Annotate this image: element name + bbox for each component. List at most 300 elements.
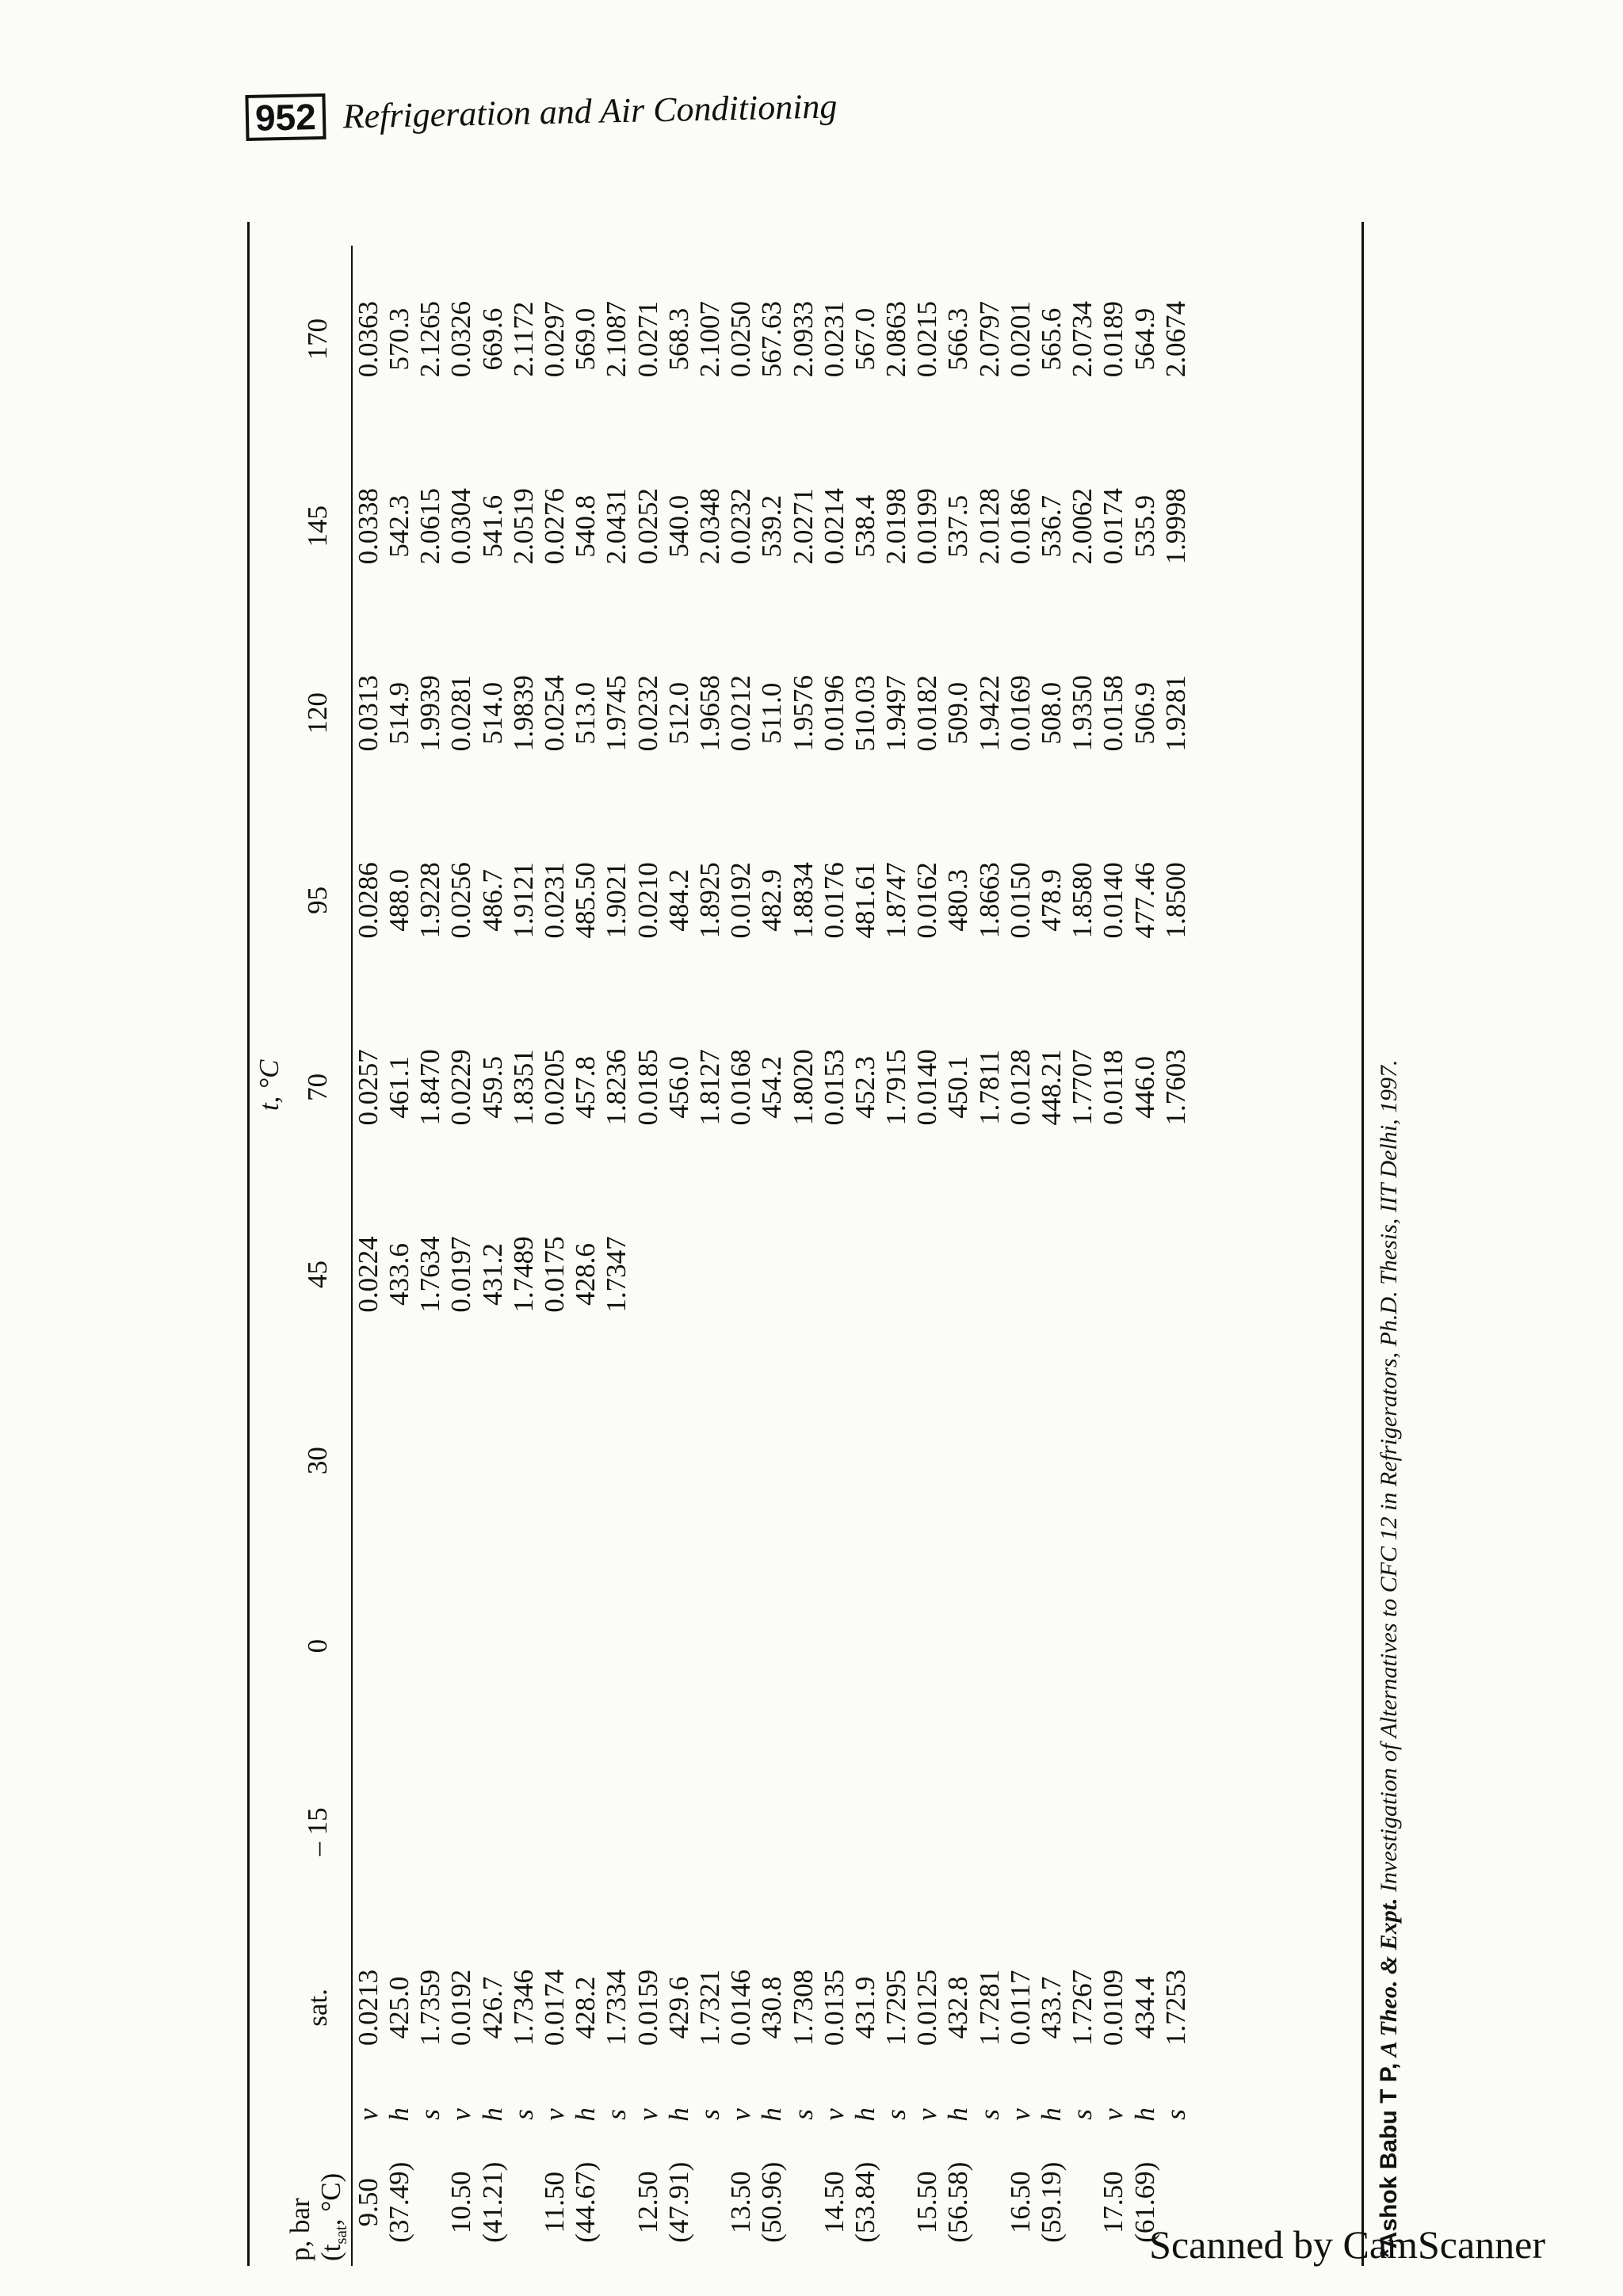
value-cell — [445, 1368, 476, 1554]
value-cell: 568.3 — [663, 307, 694, 371]
value-cell: 509.0 — [942, 681, 974, 745]
table-row — [445, 246, 476, 2266]
property-symbol: v — [911, 2108, 943, 2121]
saturation-value-cell: 0.0213 — [352, 1969, 384, 2046]
value-cell — [570, 1554, 601, 1739]
value-cell: 0.0176 — [818, 862, 850, 939]
value-cell: 0.0182 — [911, 675, 943, 752]
value-cell: 477.46 — [1128, 862, 1160, 939]
saturation-value-cell: 1.7308 — [787, 1969, 819, 2046]
pressure-cell: 16.50 — [1004, 2171, 1036, 2234]
value-cell: 0.0153 — [818, 1049, 850, 1126]
value-cell — [974, 1738, 1005, 1924]
table-row — [539, 246, 570, 2266]
value-cell — [1160, 1180, 1191, 1367]
value-cell: 482.9 — [756, 868, 788, 932]
value-cell: 2.1265 — [414, 300, 446, 378]
value-cell: 2.1007 — [693, 300, 725, 378]
value-cell: 0.0175 — [539, 1236, 571, 1313]
temperature-header: t, °C — [254, 1059, 285, 1112]
column-header: – 15 — [285, 1738, 352, 1924]
empty-cell — [788, 2138, 819, 2266]
value-cell — [1036, 1554, 1067, 1739]
saturation-value-cell: 0.0117 — [1004, 1970, 1036, 2046]
value-cell: 457.8 — [570, 1056, 601, 1119]
value-cell — [756, 1368, 787, 1554]
value-cell: 0.0252 — [632, 488, 663, 565]
value-cell: 1.8500 — [1159, 862, 1191, 939]
value-cell: 0.0140 — [1098, 862, 1129, 939]
table-row — [352, 246, 384, 2266]
value-cell — [819, 1738, 850, 1924]
value-cell: 0.0192 — [725, 862, 757, 939]
value-cell — [880, 1554, 911, 1739]
value-cell: 0.0118 — [1098, 1049, 1129, 1125]
value-cell — [942, 1368, 973, 1554]
value-cell: 0.0224 — [352, 1236, 384, 1313]
tsat-cell: (56.58) — [942, 2161, 974, 2243]
value-cell — [1129, 1738, 1160, 1924]
value-cell: 0.0286 — [352, 862, 384, 939]
column-header: 0 — [285, 1554, 352, 1739]
pressure-cell: 17.50 — [1098, 2171, 1129, 2234]
value-cell: 0.0185 — [632, 1049, 663, 1126]
value-cell — [911, 1368, 942, 1554]
empty-cell — [508, 2138, 539, 2266]
value-cell — [632, 1180, 663, 1367]
value-cell: 0.0205 — [539, 1049, 571, 1126]
value-cell: 0.0232 — [725, 488, 757, 565]
saturation-value-cell: 429.6 — [663, 1976, 694, 2039]
value-cell: 564.9 — [1128, 307, 1160, 371]
table-row — [788, 246, 819, 2266]
value-cell: 514.0 — [476, 681, 508, 745]
saturation-value-cell: 434.4 — [1128, 1976, 1160, 2039]
pressure-cell: 10.50 — [445, 2171, 477, 2234]
column-header: 95 — [285, 807, 352, 994]
value-cell: 565.6 — [1036, 307, 1067, 371]
value-cell: 452.3 — [849, 1056, 880, 1119]
value-cell: 2.0062 — [1067, 488, 1098, 565]
value-cell — [414, 1554, 445, 1739]
value-cell — [1036, 1368, 1067, 1554]
tsat-cell: (41.21) — [476, 2161, 508, 2243]
value-cell: 1.7603 — [1159, 1049, 1191, 1126]
property-symbol: s — [507, 2109, 539, 2120]
property-symbol: s — [1159, 2109, 1191, 2120]
value-cell: 0.0201 — [1004, 300, 1036, 378]
value-cell: 1.7634 — [414, 1236, 446, 1313]
empty-cell — [694, 2138, 725, 2266]
value-cell: 511.0 — [756, 682, 788, 745]
value-cell — [1160, 1738, 1191, 1924]
pressure-header-label: p, bar — [285, 2198, 316, 2261]
value-cell — [663, 1554, 694, 1739]
property-symbol: v — [818, 2108, 850, 2121]
value-cell — [539, 1554, 570, 1739]
value-cell: 0.0326 — [445, 300, 477, 378]
value-cell — [539, 1738, 570, 1924]
value-cell: 0.0169 — [1004, 675, 1036, 752]
value-cell — [1005, 1554, 1036, 1739]
value-cell: 0.0297 — [539, 300, 571, 378]
property-symbol: s — [880, 2109, 912, 2120]
table-row — [725, 246, 756, 2266]
value-cell: 450.1 — [942, 1056, 974, 1119]
property-symbol: h — [1128, 2107, 1160, 2122]
value-cell — [1098, 1738, 1128, 1924]
value-cell — [414, 1368, 445, 1554]
value-cell — [880, 1180, 911, 1367]
value-cell: 1.7489 — [507, 1236, 539, 1313]
header-spacer — [254, 1925, 285, 2267]
property-symbol: s — [601, 2109, 632, 2120]
value-cell — [694, 1180, 725, 1367]
value-cell: 0.0215 — [911, 300, 943, 378]
value-cell: 1.9281 — [1159, 675, 1191, 752]
value-cell: 1.7707 — [1067, 1049, 1098, 1126]
table-row — [632, 246, 663, 2266]
table-row — [1036, 246, 1067, 2266]
table-row — [663, 246, 694, 2266]
property-symbol: v — [725, 2108, 757, 2121]
value-cell: 1.8747 — [880, 862, 912, 939]
property-symbol: v — [632, 2108, 663, 2121]
value-cell: 567.0 — [849, 307, 880, 371]
value-cell — [445, 1738, 476, 1924]
pressure-cell: 13.50 — [725, 2171, 757, 2234]
value-cell: 431.2 — [476, 1243, 508, 1306]
table-body — [352, 246, 1191, 2266]
property-symbol: s — [414, 2109, 446, 2120]
table-row — [601, 246, 632, 2266]
saturation-value-cell: 0.0125 — [911, 1969, 943, 2046]
value-cell: 428.6 — [570, 1243, 601, 1306]
column-header: sat. — [285, 1925, 352, 2091]
saturation-value-cell: 1.7321 — [693, 1969, 725, 2046]
value-cell: 2.1087 — [601, 300, 632, 378]
value-cell: 1.7915 — [880, 1049, 912, 1126]
value-cell — [725, 1738, 756, 1924]
saturation-value-cell: 0.0159 — [632, 1969, 663, 2046]
property-symbol: h — [384, 2107, 415, 2122]
value-cell: 0.0256 — [445, 862, 477, 939]
value-cell — [694, 1554, 725, 1739]
value-cell: 0.0128 — [1004, 1049, 1036, 1126]
book-title: Refrigeration and Air Conditioning — [342, 86, 838, 135]
value-cell: 1.9939 — [414, 675, 446, 752]
value-cell: 0.0162 — [911, 862, 943, 939]
value-cell — [663, 1368, 694, 1554]
value-cell: 0.0250 — [725, 300, 757, 378]
table-row — [414, 246, 445, 2266]
value-cell — [850, 1180, 880, 1367]
column-header: 120 — [285, 620, 352, 807]
saturation-value-cell: 1.7267 — [1067, 1969, 1098, 2046]
property-symbol: s — [787, 2109, 819, 2120]
value-cell — [942, 1738, 973, 1924]
value-cell — [942, 1180, 973, 1367]
tsat-cell: (61.69) — [1128, 2161, 1160, 2243]
column-header: 170 — [285, 246, 352, 433]
value-cell: 1.9021 — [601, 862, 632, 939]
value-cell — [1005, 1368, 1036, 1554]
value-cell: 0.0212 — [725, 675, 757, 752]
table-row — [756, 246, 787, 2266]
saturation-value-cell: 1.7334 — [601, 1969, 632, 2046]
value-cell — [880, 1738, 911, 1924]
property-symbol: h — [570, 2107, 601, 2122]
value-cell: 1.9350 — [1067, 675, 1098, 752]
value-cell: 0.0304 — [445, 488, 477, 565]
value-cell — [477, 1738, 508, 1924]
value-cell: 0.0197 — [445, 1236, 477, 1313]
value-cell: 485.50 — [570, 862, 601, 939]
table-row — [694, 246, 725, 2266]
page-header — [245, 82, 838, 141]
value-cell: 1.9497 — [880, 675, 912, 752]
rotated-table-block — [238, 246, 1474, 2266]
value-cell: 488.0 — [384, 868, 415, 932]
value-cell: 2.0615 — [414, 488, 446, 565]
value-cell — [352, 1738, 384, 1924]
table-row — [1005, 246, 1036, 2266]
value-cell: 569.0 — [570, 307, 601, 371]
value-cell — [539, 1368, 570, 1554]
value-cell — [1036, 1180, 1067, 1367]
value-cell: 1.8127 — [693, 1049, 725, 1126]
saturation-value-cell: 0.0146 — [725, 1969, 757, 2046]
empty-cell — [880, 2138, 911, 2266]
value-cell: 2.0198 — [880, 488, 912, 565]
value-cell — [788, 1738, 819, 1924]
value-cell — [819, 1180, 850, 1367]
value-cell: 0.0313 — [352, 675, 384, 752]
value-cell: 433.6 — [384, 1243, 415, 1306]
value-cell: 538.4 — [849, 494, 880, 558]
column-header: 30 — [285, 1368, 352, 1554]
property-symbol: h — [1036, 2107, 1067, 2122]
value-cell: 448.21 — [1036, 1049, 1067, 1126]
value-cell — [477, 1368, 508, 1554]
column-header: 145 — [285, 433, 352, 620]
value-cell: 1.8470 — [414, 1049, 446, 1126]
value-cell — [819, 1554, 850, 1739]
value-cell: 459.5 — [476, 1056, 508, 1119]
saturation-value-cell: 0.0109 — [1098, 1969, 1129, 2046]
value-cell: 454.2 — [756, 1056, 788, 1119]
footnote — [1376, 1059, 1403, 2258]
table-row — [819, 246, 850, 2266]
table-row — [570, 246, 601, 2266]
saturation-value-cell: 1.7359 — [414, 1969, 446, 2046]
saturation-value-cell: 430.8 — [756, 1976, 788, 2039]
value-cell: 1.8020 — [787, 1049, 819, 1126]
value-cell: 481.61 — [849, 862, 880, 939]
value-cell: 1.8834 — [787, 862, 819, 939]
value-cell: 478.9 — [1036, 868, 1067, 932]
value-cell — [601, 1738, 632, 1924]
value-cell: 1.9839 — [507, 675, 539, 752]
pressure-cell: 15.50 — [911, 2171, 943, 2234]
value-cell: 0.0276 — [539, 488, 571, 565]
value-cell — [911, 1554, 942, 1739]
value-cell — [880, 1368, 911, 1554]
property-symbol: v — [1098, 2108, 1129, 2121]
saturation-value-cell: 426.7 — [476, 1976, 508, 2039]
property-symbol: s — [1067, 2109, 1098, 2120]
table-row — [477, 246, 508, 2266]
value-cell: 1.9998 — [1159, 488, 1191, 565]
value-cell: 506.9 — [1128, 681, 1160, 745]
value-cell: 0.0271 — [632, 300, 663, 378]
value-cell: 1.8351 — [507, 1049, 539, 1126]
footnote-author: *Ashok Babu T P, — [1376, 2062, 1402, 2258]
value-cell: 0.0140 — [911, 1049, 943, 1126]
value-cell: 1.8236 — [601, 1049, 632, 1126]
value-cell — [570, 1368, 601, 1554]
value-cell: 2.0128 — [973, 488, 1005, 565]
value-cell: 513.0 — [570, 681, 601, 745]
tsat-cell: (44.67) — [570, 2161, 601, 2243]
value-cell: 0.0199 — [911, 488, 943, 565]
value-cell: 0.0338 — [352, 488, 384, 565]
value-cell — [725, 1554, 756, 1739]
value-cell: 540.8 — [570, 494, 601, 558]
value-cell — [477, 1554, 508, 1739]
value-cell — [1067, 1554, 1098, 1739]
value-cell — [974, 1554, 1005, 1739]
value-cell: 535.9 — [1128, 494, 1160, 558]
property-symbol: s — [693, 2109, 725, 2120]
value-cell — [1129, 1554, 1160, 1739]
value-cell — [756, 1738, 787, 1924]
empty-cell — [414, 2138, 445, 2266]
value-cell — [601, 1554, 632, 1739]
tsat-cell: (59.19) — [1036, 2161, 1067, 2243]
value-cell: 0.0231 — [539, 862, 571, 939]
value-cell: 480.3 — [942, 868, 974, 932]
property-symbol: h — [756, 2107, 788, 2122]
camscanner-watermark: Scanned by CamScanner — [1149, 2222, 1545, 2267]
value-cell — [756, 1554, 787, 1739]
saturation-value-cell: 1.7281 — [973, 1969, 1005, 2046]
saturation-value-cell: 428.2 — [570, 1976, 601, 2039]
top-rule — [247, 222, 250, 2266]
value-cell: 536.7 — [1036, 494, 1067, 558]
value-cell — [1129, 1180, 1160, 1367]
value-cell: 2.0674 — [1159, 300, 1191, 378]
value-cell — [352, 1554, 384, 1739]
page-number: 952 — [245, 93, 326, 141]
value-cell: 0.0174 — [1098, 488, 1129, 565]
value-cell — [570, 1738, 601, 1924]
value-cell — [1129, 1368, 1160, 1554]
value-cell: 1.9576 — [787, 675, 819, 752]
pressure-cell: 12.50 — [632, 2171, 663, 2234]
footnote-rest: Investigation of Alternatives to CFC 12 in Refrigerators, Ph.D. Thesis, IIT Delhi, 1997. — [1376, 1059, 1402, 1898]
value-cell: 539.2 — [756, 494, 788, 558]
value-cell: 1.9228 — [414, 862, 446, 939]
value-cell: 2.0271 — [787, 488, 819, 565]
empty-cell — [601, 2138, 632, 2266]
pressure-cell: 11.50 — [539, 2172, 571, 2233]
superheated-properties-table — [254, 246, 1191, 2266]
table-row — [942, 246, 973, 2266]
value-cell: 0.0150 — [1004, 862, 1036, 939]
value-cell — [1005, 1738, 1036, 1924]
value-cell: 0.0254 — [539, 675, 571, 752]
value-cell — [508, 1554, 539, 1739]
value-cell — [725, 1180, 756, 1367]
saturation-value-cell: 0.0135 — [818, 1969, 850, 2046]
empty-cell — [1067, 2138, 1098, 2266]
value-cell — [601, 1368, 632, 1554]
value-cell: 1.7811 — [973, 1049, 1005, 1125]
table-row — [508, 246, 539, 2266]
value-cell — [352, 1368, 384, 1554]
value-cell: 570.3 — [384, 307, 415, 371]
value-cell — [508, 1368, 539, 1554]
saturation-value-cell: 433.7 — [1036, 1976, 1067, 2039]
table-row — [974, 246, 1005, 2266]
value-cell: 1.9422 — [973, 675, 1005, 752]
value-cell: 2.0797 — [973, 300, 1005, 378]
value-cell — [1067, 1180, 1098, 1367]
value-cell — [850, 1554, 880, 1739]
pressure-header — [285, 2090, 352, 2266]
value-cell: 1.8580 — [1067, 862, 1098, 939]
value-cell — [694, 1368, 725, 1554]
value-cell: 2.0933 — [787, 300, 819, 378]
value-cell: 508.0 — [1036, 681, 1067, 745]
value-cell: 567.63 — [756, 300, 788, 378]
table-row — [911, 246, 942, 2266]
value-cell — [1160, 1554, 1191, 1739]
value-cell: 2.0431 — [601, 488, 632, 565]
value-cell — [788, 1554, 819, 1739]
table-row — [1098, 246, 1128, 2266]
value-cell — [1098, 1554, 1128, 1739]
value-cell — [694, 1738, 725, 1924]
value-cell: 0.0232 — [632, 675, 663, 752]
tsat-header-label: ($t_{sat}$, °C) — [315, 2172, 351, 2261]
value-cell: 456.0 — [663, 1056, 694, 1119]
value-cell — [414, 1738, 445, 1924]
value-cell — [974, 1368, 1005, 1554]
value-cell — [850, 1368, 880, 1554]
value-cell — [788, 1368, 819, 1554]
property-symbol: h — [663, 2107, 694, 2122]
property-symbol: h — [942, 2107, 974, 2122]
value-cell: 0.0210 — [632, 862, 663, 939]
value-cell — [911, 1738, 942, 1924]
saturation-value-cell: 0.0192 — [445, 1969, 477, 2046]
table-row — [1160, 246, 1191, 2266]
property-symbol: h — [476, 2107, 508, 2122]
value-cell: 566.3 — [942, 307, 974, 371]
value-cell — [384, 1554, 414, 1739]
column-header-row — [285, 246, 352, 2266]
value-cell: 2.0863 — [880, 300, 912, 378]
value-cell — [974, 1180, 1005, 1367]
value-cell: 1.7347 — [601, 1236, 632, 1313]
value-cell — [632, 1738, 663, 1924]
value-cell: 461.1 — [384, 1056, 415, 1119]
footnote-rule — [1361, 222, 1364, 2266]
property-symbol: h — [849, 2107, 880, 2122]
value-cell: 537.5 — [942, 494, 974, 558]
